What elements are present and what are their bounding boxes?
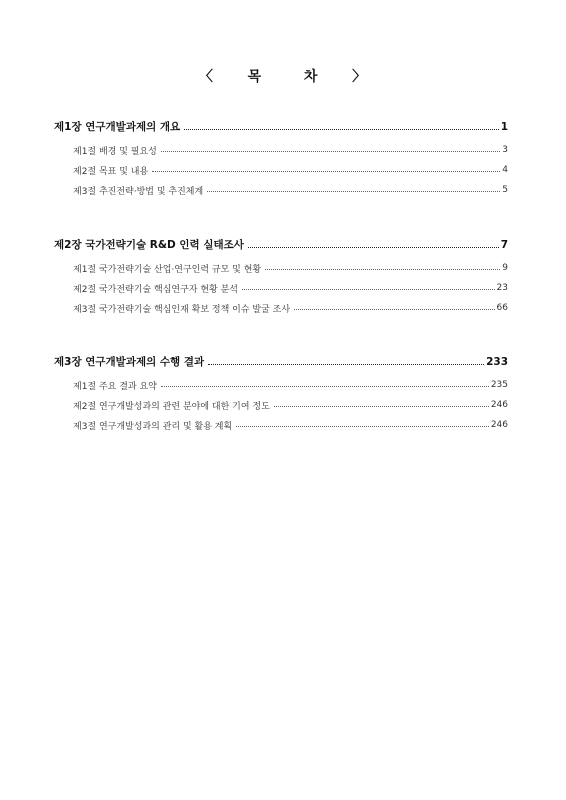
- dot-leader: [184, 129, 498, 130]
- toc-section-1-3[interactable]: [54, 180, 508, 200]
- page-number: 66: [496, 303, 508, 313]
- page-number: 1: [500, 121, 508, 133]
- section-label: 제1절 주요 결과 요약: [73, 381, 157, 392]
- toc-section-3-2[interactable]: [54, 395, 508, 415]
- toc-chapter-3: [54, 354, 508, 435]
- dot-leader: [152, 171, 500, 172]
- page-number: 23: [496, 283, 508, 293]
- toc-section-2-2[interactable]: [54, 278, 508, 298]
- toc-section-3-3[interactable]: [54, 415, 508, 435]
- table-of-contents: [54, 119, 508, 435]
- dot-leader: [236, 426, 489, 427]
- page-number: 7: [500, 239, 508, 251]
- page-number: 235: [490, 380, 508, 390]
- page-number: 5: [502, 185, 508, 195]
- dot-leader: [265, 269, 500, 270]
- section-label: 제1절 배경 및 필요성: [73, 146, 157, 157]
- section-label: 제2절 연구개발성과의 관련 분야에 대한 기여 정도: [73, 401, 270, 412]
- chapter-label: 제1장 연구개발과제의 개요: [54, 121, 181, 133]
- page-number: 246: [490, 400, 508, 410]
- page-title: [0, 66, 566, 86]
- page-number: 233: [486, 356, 508, 368]
- title-right-bracket: 〉: [352, 69, 368, 85]
- toc-chapter-3-entry[interactable]: [54, 354, 508, 370]
- toc-chapter-1: [54, 119, 508, 200]
- title-left-bracket: 〈: [198, 69, 214, 85]
- dot-leader: [207, 191, 500, 192]
- toc-section-3-1[interactable]: [54, 375, 508, 395]
- page-number: 9: [502, 263, 508, 273]
- toc-chapter-2: [54, 237, 508, 318]
- title-word-cha: 차: [303, 69, 319, 85]
- toc-chapter-1-entry[interactable]: [54, 119, 508, 135]
- toc-section-2-3[interactable]: [54, 298, 508, 318]
- toc-section-2-1[interactable]: [54, 258, 508, 278]
- page-number: 4: [502, 165, 508, 175]
- dot-leader: [161, 386, 489, 387]
- chapter-label: 제3장 연구개발과제의 수행 결과: [54, 356, 205, 368]
- section-label: 제3절 추진전략·방법 및 추진체계: [73, 186, 204, 197]
- toc-chapter-2-entry[interactable]: [54, 237, 508, 253]
- section-label: 제2절 목표 및 내용: [73, 166, 149, 177]
- section-label: 제2절 국가전략기술 핵심연구자 현황 분석: [73, 284, 238, 295]
- dot-leader: [248, 247, 499, 248]
- dot-leader: [274, 406, 489, 407]
- title-word-mok: 목: [247, 69, 263, 85]
- page-number: 246: [490, 420, 508, 430]
- dot-leader: [294, 309, 495, 310]
- chapter-label: 제2장 국가전략기술 R&D 인력 실태조사: [54, 239, 244, 251]
- section-label: 제3절 연구개발성과의 관리 및 활용 계획: [73, 421, 233, 432]
- toc-section-1-1[interactable]: [54, 140, 508, 160]
- dot-leader: [242, 289, 495, 290]
- toc-section-1-2[interactable]: [54, 160, 508, 180]
- dot-leader: [161, 151, 500, 152]
- dot-leader: [208, 364, 484, 365]
- section-label: 제3절 국가전략기술 핵심인재 확보 정책 이슈 발굴 조사: [73, 304, 291, 315]
- section-label: 제1절 국가전략기술 산업·연구인력 규모 및 현황: [73, 264, 262, 275]
- page-number: 3: [502, 145, 508, 155]
